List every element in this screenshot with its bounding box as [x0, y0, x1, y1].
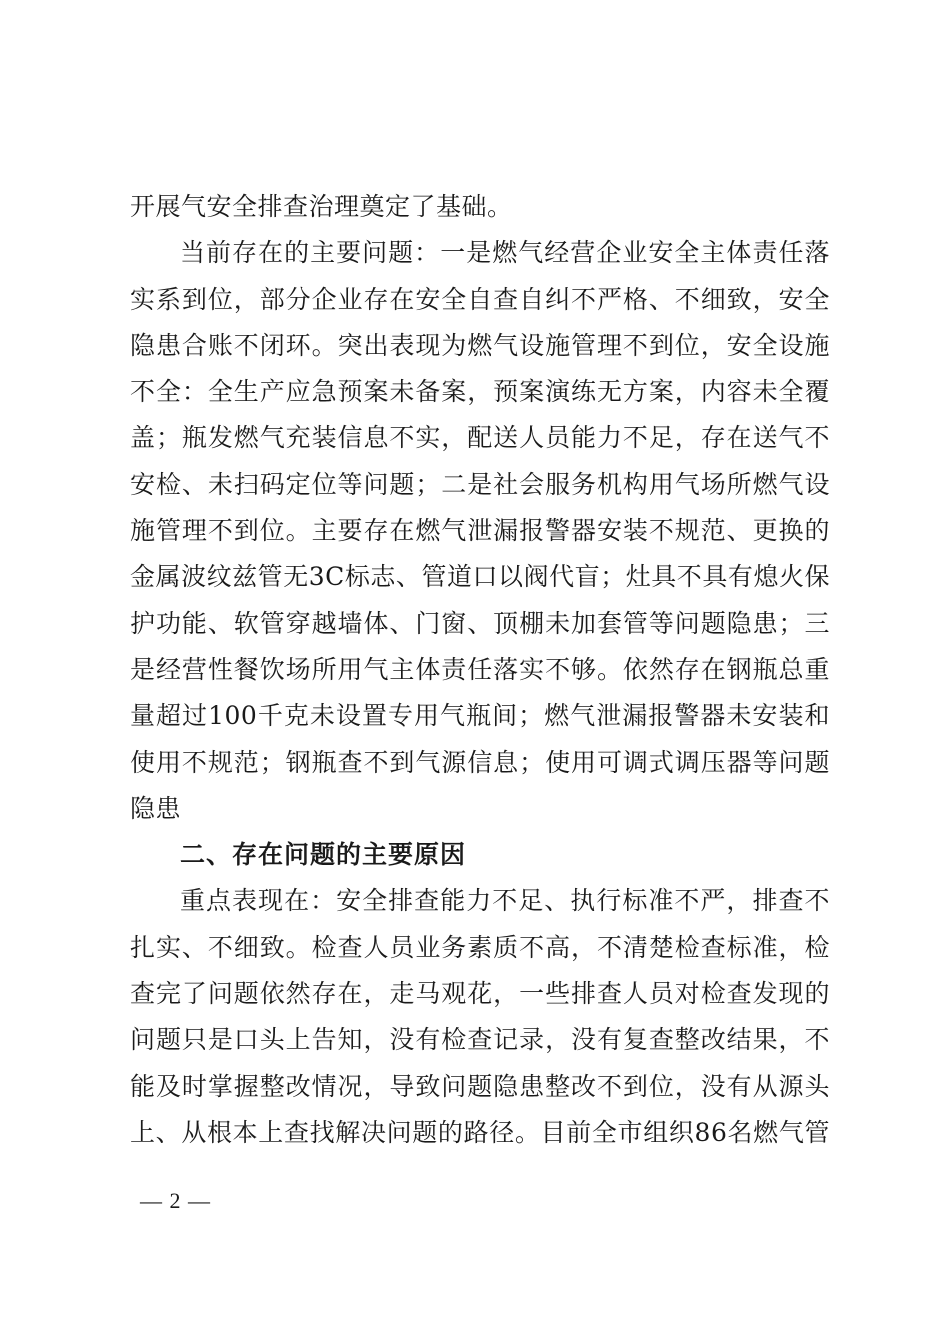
text-line: 扎实、不细致。检查人员业务素质不高，不清楚检查标准，检	[130, 932, 830, 962]
text-line: 不全：全生产应急预案未备案，预案演练无方案，内容未全覆	[130, 377, 830, 407]
text-line: 是经营性餐饮场所用气主体责任落实不够。依然存在钢瓶总重	[130, 654, 830, 684]
text-line: 问题只是口头上告知，没有检查记录，没有复查整改结果，不	[130, 1025, 830, 1055]
text-line: 金属波纹兹管无3C标志、管道口以阀代盲；灶具不具有熄火保	[130, 562, 830, 592]
text-line: 隐患合账不闭环。突出表现为燃气设施管理不到位，安全设施	[130, 330, 830, 360]
section-heading	[130, 832, 830, 878]
section-heading-text: 二、存在问题的主要原因	[180, 840, 467, 870]
text-line: 上、从根本上查找解决问题的路径。目前全市组织86名燃气管	[130, 1117, 830, 1147]
text-line: 查完了问题依然存在，走马观花，一些排查人员对检查发现的	[130, 979, 830, 1009]
text-line: 量超过100千克未设置专用气瓶间；燃气泄漏报警器未安装和	[130, 701, 830, 731]
text-line: 当前存在的主要问题：一是燃气经营企业安全主体责任落	[180, 238, 830, 268]
text-line: 重点表现在：安全排查能力不足、执行标准不严，排查不	[180, 886, 830, 916]
paragraph-causes	[130, 878, 830, 1156]
text-line: 安检、未扫码定位等问题；二是社会服务机构用气场所燃气设	[130, 469, 830, 499]
paragraph-problems	[130, 230, 830, 832]
text-line: 开展气安全排查治理奠定了基础。	[130, 192, 513, 221]
text-line: 盖；瓶发燃气充装信息不实，配送人员能力不足，存在送气不	[130, 423, 830, 453]
text-line: 使用不规范；钢瓶查不到气源信息；使用可调式调压器等问题	[130, 747, 830, 777]
text-line: 隐患	[130, 793, 182, 823]
text-line: 能及时掌握整改情况，导致问题隐患整改不到位，没有从源头	[130, 1071, 830, 1101]
text-line: 护功能、软管穿越墙体、门窗、顶棚未加套管等问题隐患；三	[130, 608, 830, 638]
text-line: 实系到位，部分企业存在安全自查自纠不严格、不细致，安全	[130, 284, 830, 314]
document-body	[130, 184, 830, 1156]
paragraph-intro-end	[130, 184, 830, 230]
page-number: — 2 —	[140, 1188, 211, 1213]
text-line: 施管理不到位。主要存在燃气泄漏报警器安装不规范、更换的	[130, 516, 830, 546]
